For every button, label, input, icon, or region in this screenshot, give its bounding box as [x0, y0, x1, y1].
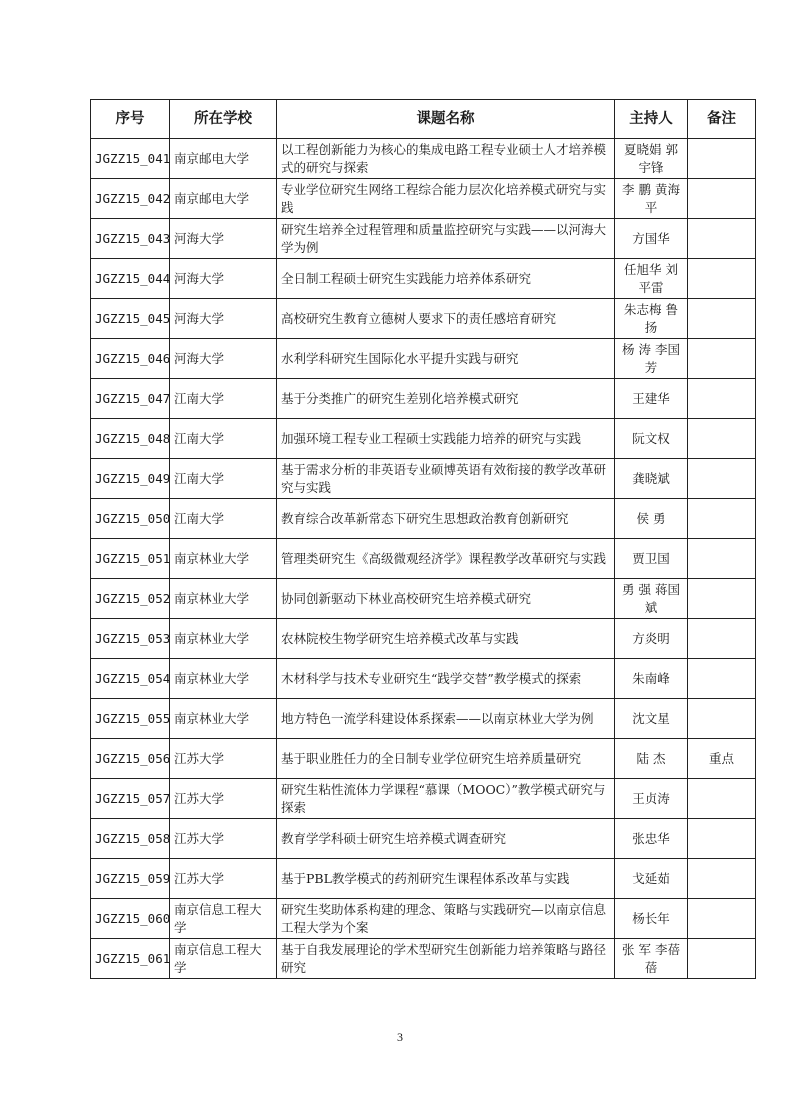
row-host: 戈延茹	[615, 859, 688, 899]
table-row	[91, 699, 756, 739]
header-note: 备注	[688, 100, 756, 139]
row-title: 研究生培养全过程管理和质量监控研究与实践——以河海大学为例	[277, 219, 615, 259]
table-row	[91, 779, 756, 819]
row-id: JGZZ15_058	[91, 819, 170, 859]
row-title: 基于需求分析的非英语专业硕博英语有效衔接的教学改革研究与实践	[277, 459, 615, 499]
row-title: 研究生粘性流体力学课程“慕课（MOOC）”教学模式研究与探索	[277, 779, 615, 819]
row-host: 沈文星	[615, 699, 688, 739]
row-title: 农林院校生物学研究生培养模式改革与实践	[277, 619, 615, 659]
row-school: 南京林业大学	[170, 539, 277, 579]
row-host: 王贞涛	[615, 779, 688, 819]
table-row	[91, 619, 756, 659]
row-id: JGZZ15_060	[91, 899, 170, 939]
row-id: JGZZ15_054	[91, 659, 170, 699]
row-id: JGZZ15_043	[91, 219, 170, 259]
row-host: 陆 杰	[615, 739, 688, 779]
row-note	[688, 579, 756, 619]
row-title: 高校研究生教育立德树人要求下的责任感培育研究	[277, 299, 615, 339]
row-note	[688, 619, 756, 659]
row-school: 江南大学	[170, 379, 277, 419]
row-host: 张 军 李蓓蓓	[615, 939, 688, 979]
row-id: JGZZ15_048	[91, 419, 170, 459]
table-body	[91, 139, 756, 979]
row-host: 龚晓斌	[615, 459, 688, 499]
row-note	[688, 939, 756, 979]
row-host: 侯 勇	[615, 499, 688, 539]
row-id: JGZZ15_042	[91, 179, 170, 219]
table-row	[91, 859, 756, 899]
row-note: 重点	[688, 739, 756, 779]
table-row	[91, 659, 756, 699]
row-id: JGZZ15_056	[91, 739, 170, 779]
row-school: 南京林业大学	[170, 619, 277, 659]
row-note	[688, 459, 756, 499]
row-school: 江苏大学	[170, 779, 277, 819]
row-id: JGZZ15_041	[91, 139, 170, 179]
row-school: 江南大学	[170, 459, 277, 499]
row-id: JGZZ15_057	[91, 779, 170, 819]
row-note	[688, 139, 756, 179]
row-id: JGZZ15_049	[91, 459, 170, 499]
row-id: JGZZ15_061	[91, 939, 170, 979]
row-title: 教育综合改革新常态下研究生思想政治教育创新研究	[277, 499, 615, 539]
row-note	[688, 219, 756, 259]
row-id: JGZZ15_052	[91, 579, 170, 619]
row-host: 朱南峰	[615, 659, 688, 699]
row-note	[688, 819, 756, 859]
row-id: JGZZ15_059	[91, 859, 170, 899]
row-note	[688, 779, 756, 819]
table-row	[91, 339, 756, 379]
table-row	[91, 179, 756, 219]
row-title: 地方特色一流学科建设体系探索——以南京林业大学为例	[277, 699, 615, 739]
row-title: 教育学学科硕士研究生培养模式调查研究	[277, 819, 615, 859]
row-title: 基于自我发展理论的学术型研究生创新能力培养策略与路径研究	[277, 939, 615, 979]
table-row	[91, 379, 756, 419]
row-host: 方炎明	[615, 619, 688, 659]
row-host: 夏晓娟 郭宇锋	[615, 139, 688, 179]
row-school: 南京信息工程大学	[170, 899, 277, 939]
row-host: 任旭华 刘平雷	[615, 259, 688, 299]
table-header-row	[91, 100, 756, 139]
table-row	[91, 899, 756, 939]
table-row	[91, 939, 756, 979]
header-title: 课题名称	[277, 100, 615, 139]
row-host: 贾卫国	[615, 539, 688, 579]
row-title: 研究生奖助体系构建的理念、策略与实践研究—以南京信息工程大学为个案	[277, 899, 615, 939]
row-school: 南京信息工程大学	[170, 939, 277, 979]
row-id: JGZZ15_046	[91, 339, 170, 379]
row-note	[688, 379, 756, 419]
table-row	[91, 219, 756, 259]
project-table	[90, 99, 756, 979]
table-row	[91, 139, 756, 179]
table-row	[91, 459, 756, 499]
table-row	[91, 499, 756, 539]
row-note	[688, 859, 756, 899]
table-row	[91, 579, 756, 619]
row-title: 水利学科研究生国际化水平提升实践与研究	[277, 339, 615, 379]
page-number: 3	[397, 1030, 403, 1044]
row-school: 南京林业大学	[170, 699, 277, 739]
row-note	[688, 299, 756, 339]
row-school: 江苏大学	[170, 739, 277, 779]
row-note	[688, 259, 756, 299]
header-host: 主持人	[615, 100, 688, 139]
row-note	[688, 659, 756, 699]
row-school: 江苏大学	[170, 859, 277, 899]
row-school: 河海大学	[170, 259, 277, 299]
row-host: 阮文权	[615, 419, 688, 459]
row-title: 以工程创新能力为核心的集成电路工程专业硕士人才培养模式的研究与探索	[277, 139, 615, 179]
row-school: 江苏大学	[170, 819, 277, 859]
row-title: 协同创新驱动下林业高校研究生培养模式研究	[277, 579, 615, 619]
row-note	[688, 539, 756, 579]
row-host: 杨 涛 李国芳	[615, 339, 688, 379]
row-title: 基于PBL教学模式的药剂研究生课程体系改革与实践	[277, 859, 615, 899]
row-host: 李 鹏 黄海平	[615, 179, 688, 219]
table-row	[91, 419, 756, 459]
row-note	[688, 699, 756, 739]
row-title: 专业学位研究生网络工程综合能力层次化培养模式研究与实践	[277, 179, 615, 219]
row-id: JGZZ15_051	[91, 539, 170, 579]
row-school: 江南大学	[170, 499, 277, 539]
table-row	[91, 819, 756, 859]
row-host: 杨长年	[615, 899, 688, 939]
row-id: JGZZ15_047	[91, 379, 170, 419]
row-id: JGZZ15_050	[91, 499, 170, 539]
table-row	[91, 539, 756, 579]
row-note	[688, 419, 756, 459]
row-note	[688, 179, 756, 219]
row-school: 河海大学	[170, 339, 277, 379]
row-school: 南京林业大学	[170, 579, 277, 619]
row-school: 南京邮电大学	[170, 139, 277, 179]
row-note	[688, 499, 756, 539]
row-id: JGZZ15_053	[91, 619, 170, 659]
row-id: JGZZ15_045	[91, 299, 170, 339]
row-school: 南京邮电大学	[170, 179, 277, 219]
row-note	[688, 339, 756, 379]
row-title: 基于职业胜任力的全日制专业学位研究生培养质量研究	[277, 739, 615, 779]
row-title: 管理类研究生《高级微观经济学》课程教学改革研究与实践	[277, 539, 615, 579]
table-row	[91, 739, 756, 779]
table-row	[91, 259, 756, 299]
row-id: JGZZ15_044	[91, 259, 170, 299]
row-title: 木材科学与技术专业研究生“践学交替”教学模式的探索	[277, 659, 615, 699]
table-row	[91, 299, 756, 339]
row-title: 全日制工程硕士研究生实践能力培养体系研究	[277, 259, 615, 299]
row-note	[688, 899, 756, 939]
row-host: 张忠华	[615, 819, 688, 859]
row-school: 河海大学	[170, 219, 277, 259]
header-school: 所在学校	[170, 100, 277, 139]
row-id: JGZZ15_055	[91, 699, 170, 739]
row-host: 朱志梅 鲁 扬	[615, 299, 688, 339]
row-host: 方国华	[615, 219, 688, 259]
row-school: 南京林业大学	[170, 659, 277, 699]
row-title: 加强环境工程专业工程硕士实践能力培养的研究与实践	[277, 419, 615, 459]
row-title: 基于分类推广的研究生差别化培养模式研究	[277, 379, 615, 419]
row-school: 河海大学	[170, 299, 277, 339]
header-index: 序号	[91, 100, 170, 139]
row-host: 王建华	[615, 379, 688, 419]
row-school: 江南大学	[170, 419, 277, 459]
row-host: 勇 强 蒋国斌	[615, 579, 688, 619]
